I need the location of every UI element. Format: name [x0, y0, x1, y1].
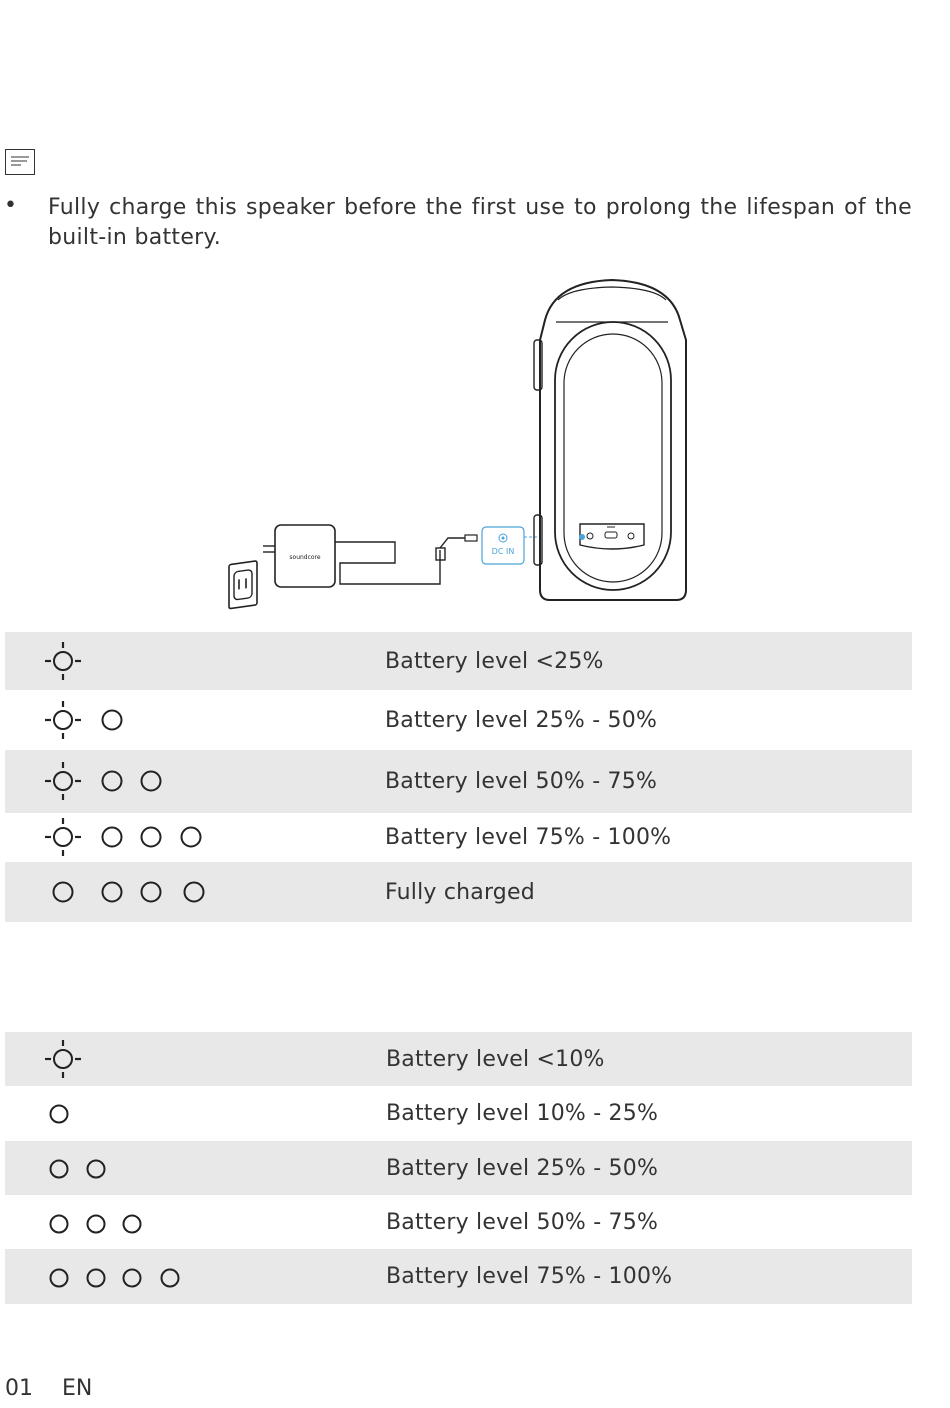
row-label: Battery level <25% — [385, 648, 604, 674]
led-icon — [54, 883, 73, 902]
led-icon — [182, 828, 201, 847]
blinking-led-icon — [41, 1032, 241, 1086]
table-row — [5, 750, 912, 813]
table-row — [5, 1032, 912, 1086]
adapter-brand: soundcore — [289, 554, 321, 561]
charging-note: Fully charge this speaker before the first use to prolong the lifespan of the built-in battery. — [48, 195, 912, 250]
led-icon — [142, 883, 161, 902]
table-row — [5, 1141, 912, 1195]
speaker — [534, 280, 686, 600]
indicator — [41, 750, 241, 813]
row-label: Battery level 50% - 75% — [386, 1209, 659, 1235]
note-icon — [5, 149, 35, 175]
power-adapter — [275, 525, 335, 587]
blinking-led-icon — [41, 690, 241, 750]
led-icon — [103, 711, 122, 730]
page-number: 01 — [5, 1376, 33, 1401]
row-label: Battery level 75% - 100% — [385, 825, 672, 850]
led-icon — [185, 883, 204, 902]
indicator — [41, 1249, 241, 1304]
table-row — [5, 632, 912, 690]
page-footer — [5, 1376, 114, 1401]
led-icon — [51, 1216, 68, 1233]
row-label: Battery level 10% - 25% — [386, 1101, 659, 1126]
led-icon — [103, 883, 122, 902]
language-code: EN — [62, 1376, 93, 1401]
bullet-dot: • — [4, 193, 17, 218]
charging-illustration — [220, 270, 700, 610]
led-icon — [124, 1270, 141, 1287]
row-label: Battery level 50% - 75% — [385, 769, 658, 794]
table-row — [5, 1195, 912, 1249]
table-row — [5, 1249, 912, 1304]
row-label: Battery level 25% - 50% — [386, 1155, 659, 1181]
led-icon — [142, 828, 161, 847]
led-icon — [51, 1106, 68, 1123]
led-icon — [142, 772, 161, 791]
indicator — [41, 1195, 241, 1249]
row-label: Fully charged — [385, 879, 535, 905]
table-row — [5, 690, 912, 750]
blinking-led-icon — [41, 813, 241, 862]
row-label: Battery level 25% - 50% — [385, 707, 658, 733]
led-icon — [88, 1270, 105, 1287]
indicator — [41, 862, 241, 922]
led-icon — [103, 772, 122, 791]
battery-level-table — [5, 1032, 912, 1304]
led-icon — [51, 1161, 68, 1178]
wall-outlet-icon — [229, 561, 257, 609]
indicator — [41, 813, 241, 862]
led-icon — [103, 828, 122, 847]
row-label: Battery level 75% - 100% — [386, 1264, 673, 1289]
indicator — [41, 632, 241, 690]
led-icon — [124, 1216, 141, 1233]
led-icon — [88, 1216, 105, 1233]
led-icon — [88, 1161, 105, 1178]
table-row — [5, 862, 912, 922]
dc-in-label: DC IN — [491, 547, 515, 556]
dc-in-callout — [482, 527, 524, 564]
blinking-led-icon — [41, 750, 241, 813]
indicator — [41, 1141, 241, 1195]
indicator — [41, 1032, 241, 1086]
blinking-led-icon — [41, 632, 241, 690]
table-row — [5, 1086, 912, 1141]
indicator — [41, 690, 241, 750]
led-icon — [162, 1270, 179, 1287]
table-row — [5, 813, 912, 862]
led-icon — [51, 1270, 68, 1287]
row-label: Battery level <10% — [386, 1046, 605, 1072]
charging-status-table — [5, 632, 912, 922]
indicator — [41, 1086, 241, 1141]
